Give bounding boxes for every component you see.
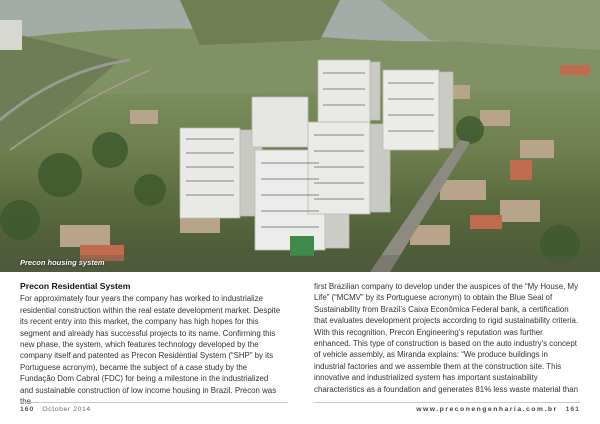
photo-caption: Precon housing system [20, 258, 105, 267]
page-number-right: 161 [565, 406, 580, 413]
footer-right [314, 402, 580, 416]
article-heading: Precon Residential System [20, 281, 131, 291]
website-link[interactable]: www.preconengenharia.com.br [416, 406, 558, 413]
article-text-left: For approximately four years the company has worked to industrialize residential construction within the real estate development market. Despite its recent entry into this market, the company has high hopes for this segment and already has successful projects to its name. Confirming this new phase, the system, which features technology developed by the company itself and patented as Precon Residential System (“SHP” by its Portuguese acronym), became the subject of a case study by the Fundação Dom Cabral (FDC) for being a milestone in the industrialized and sustainable construction of low income housing in Brazil. Precon was the [20, 294, 281, 407]
article-text-right: first Brazilian company to develop under the auspices of the “My House, My Life” (“MCMV” by its Portuguese acronym) to obtain the Blue Seal of Sustainability from Brazil’s Caixa Econômica Federal bank, a certification that evaluates development projects according to rigid sustainability criteria. With this recognition, Precon Engineering’s reputation was further enhanced. This type of construction is based on the auto industry’s concept of vehicle assembly, as Miranda explains: “We produce buildings in industrial factories and we assemble them at the construction site. This innovative and industrialized system has important sustainability characteristics as a foundation and generates 81% less waste material than [314, 282, 579, 394]
page-number-left: 160 [20, 406, 35, 413]
issue-date: October 2014 [42, 406, 91, 413]
article-column-left [20, 281, 282, 407]
article-column-right [314, 281, 580, 395]
footer-left [20, 402, 288, 416]
